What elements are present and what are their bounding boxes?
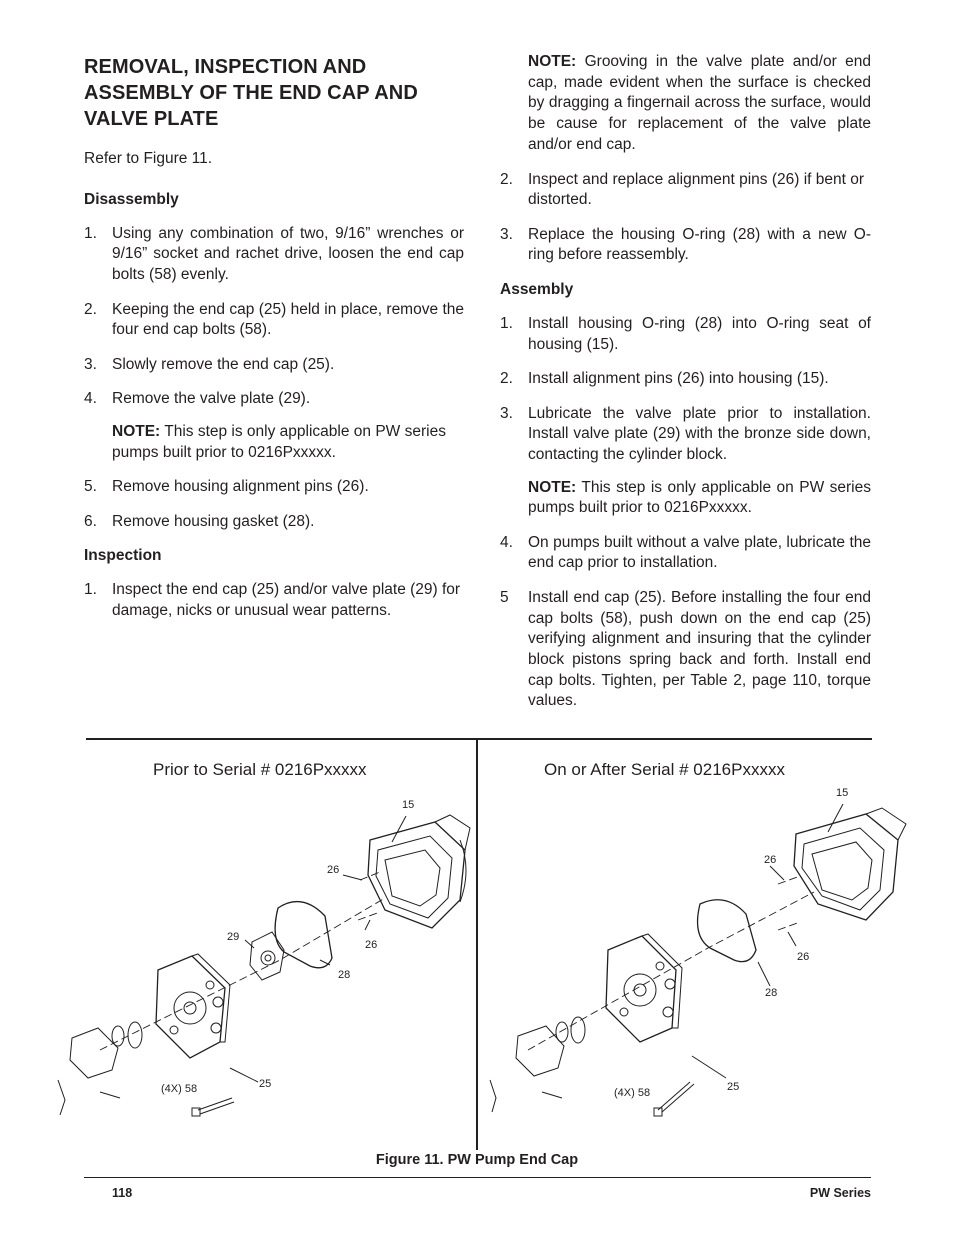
bolt-drawing xyxy=(192,1098,234,1116)
callout-15: 15 xyxy=(836,787,849,799)
step-text: Remove the valve plate (29). xyxy=(112,390,311,408)
step-text: Remove housing alignment pins (26). xyxy=(112,478,369,496)
step-number: 4. xyxy=(84,390,97,408)
leader-lines xyxy=(230,816,406,1082)
note-text: Grooving in the valve plate and/or end cap, made evident when the surface is checked by dragging a fingernail across the surface, would be cause for replacement of the valve plate and/or end cap. xyxy=(528,53,871,153)
list-item xyxy=(84,477,464,498)
step-text: Replace the housing O-ring (28) with a new O-ring before reassembly. xyxy=(528,225,871,264)
step-number: 1. xyxy=(500,314,513,332)
exploded-view-after xyxy=(478,780,918,1140)
left-column xyxy=(84,52,464,635)
assembly-heading: Assembly xyxy=(500,280,574,298)
list-item xyxy=(500,314,871,355)
step-number: 6. xyxy=(84,512,97,530)
series-name: PW Series xyxy=(809,1186,871,1200)
disassembly-steps xyxy=(84,224,464,410)
step-number: 2. xyxy=(500,170,513,188)
seal-parts-drawing xyxy=(490,1017,585,1112)
callout-26: 26 xyxy=(764,854,777,866)
assembly-steps-continued xyxy=(500,533,871,712)
refer-text: Refer to Figure 11. xyxy=(84,150,213,167)
oring-drawing xyxy=(698,900,756,962)
bolt-drawing xyxy=(654,1082,694,1116)
step-number: 5. xyxy=(84,478,97,496)
note-label: NOTE: xyxy=(528,53,577,70)
page-number: 118 xyxy=(112,1186,133,1200)
step-text: Inspect and replace alignment pins (26) if bent or distorted. xyxy=(528,170,865,209)
centerlines xyxy=(100,872,385,1050)
callout-28: 28 xyxy=(765,987,778,999)
end-cap-drawing xyxy=(156,954,230,1058)
step-number: 1. xyxy=(84,224,97,242)
step-number: 2. xyxy=(84,300,97,318)
step-text: Inspect the end cap (25) and/or valve plate (29) for damage, nicks or unusual wear patterns. xyxy=(112,581,461,619)
seal-parts-drawing xyxy=(58,1022,142,1115)
disassembly-steps-continued xyxy=(84,477,464,532)
callout-58: (4X) 58 xyxy=(614,1087,651,1099)
step-text: Install housing O-ring (28) into O-ring seat of housing (15). xyxy=(528,314,871,353)
note-label: NOTE: xyxy=(528,478,577,496)
list-item xyxy=(84,389,464,410)
step-number: 5 xyxy=(500,588,509,606)
step-text: Install end cap (25). Before installing the four end cap bolts (58), push down on the end cap (25) verifying alignment and insuring that the cylinder block pistons spring back and forth. Install end cap bolts. Tighten, per Table 2, page 110, torque values. xyxy=(528,588,871,710)
assembly-note xyxy=(500,478,871,519)
list-item xyxy=(500,533,871,574)
callout-25: 25 xyxy=(259,1078,272,1090)
step-text: On pumps built without a valve plate, lubricate the end cap prior to installation. xyxy=(528,533,871,572)
step-number: 3. xyxy=(500,225,513,243)
step-number: 1. xyxy=(84,581,97,599)
disassembly-note xyxy=(84,422,464,463)
list-item xyxy=(84,580,464,621)
step-text: Slowly remove the end cap (25). xyxy=(112,355,335,373)
callout-26: 26 xyxy=(327,864,340,876)
note-text: This step is only applicable on PW series pumps built prior to 0216Pxxxxx. xyxy=(112,422,446,461)
centerlines xyxy=(528,876,814,1050)
callout-25: 25 xyxy=(727,1081,740,1093)
callout-26: 26 xyxy=(365,939,378,951)
figure-top-rule xyxy=(86,738,872,740)
housing-drawing xyxy=(368,815,470,928)
step-text: Remove housing gasket (28). xyxy=(112,512,315,530)
step-text: Lubricate the valve plate prior to installation. Install valve plate (29) with the bronze side down, contacting the cylinder block. xyxy=(528,404,871,464)
list-item xyxy=(84,224,464,286)
step-text: Keeping the end cap (25) held in place, remove the four end cap bolts (58). xyxy=(112,300,464,339)
end-cap-drawing xyxy=(606,934,682,1042)
note-label: NOTE: xyxy=(112,422,161,440)
leader-lines xyxy=(692,804,843,1078)
step-number: 3. xyxy=(84,355,97,373)
step-number: 4. xyxy=(500,533,513,551)
step-text: Install alignment pins (26) into housing (15). xyxy=(528,370,829,388)
figure-right-heading: On or After Serial # 0216Pxxxxx xyxy=(544,760,785,779)
note-text: This step is only applicable on PW series pumps built prior to 0216Pxxxxx. xyxy=(528,478,871,517)
section-title: REMOVAL, INSPECTION AND ASSEMBLY OF THE END CAP AND VALVE PLATE xyxy=(84,56,418,130)
callout-58: (4X) 58 xyxy=(161,1083,198,1095)
list-item xyxy=(500,170,871,211)
housing-drawing xyxy=(794,808,906,920)
callout-15: 15 xyxy=(402,799,415,811)
step-number: 3. xyxy=(500,404,513,422)
list-item xyxy=(500,225,871,266)
disassembly-heading: Disassembly xyxy=(84,190,179,208)
callout-29: 29 xyxy=(227,931,240,943)
inspection-steps xyxy=(84,580,464,621)
list-item xyxy=(500,588,871,712)
inspection-note xyxy=(500,52,871,156)
list-item xyxy=(500,404,871,466)
callout-26: 26 xyxy=(797,951,810,963)
figure-left-heading: Prior to Serial # 0216Pxxxxx xyxy=(153,760,367,779)
list-item xyxy=(500,369,871,390)
exploded-view-prior xyxy=(40,780,470,1140)
list-item xyxy=(84,300,464,341)
figure-caption: Figure 11. PW Pump End Cap xyxy=(375,1152,579,1168)
step-number: 2. xyxy=(500,370,513,388)
callout-28: 28 xyxy=(338,969,351,981)
inspection-steps-continued xyxy=(500,170,871,267)
list-item xyxy=(84,355,464,376)
right-column xyxy=(500,52,871,726)
inspection-heading: Inspection xyxy=(84,547,162,565)
assembly-steps xyxy=(500,314,871,466)
footer-rule xyxy=(84,1177,871,1178)
list-item xyxy=(84,512,464,533)
step-text: Using any combination of two, 9/16” wrenches or 9/16” socket and rachet drive, loosen the end cap bolts (58) evenly. xyxy=(112,224,464,284)
